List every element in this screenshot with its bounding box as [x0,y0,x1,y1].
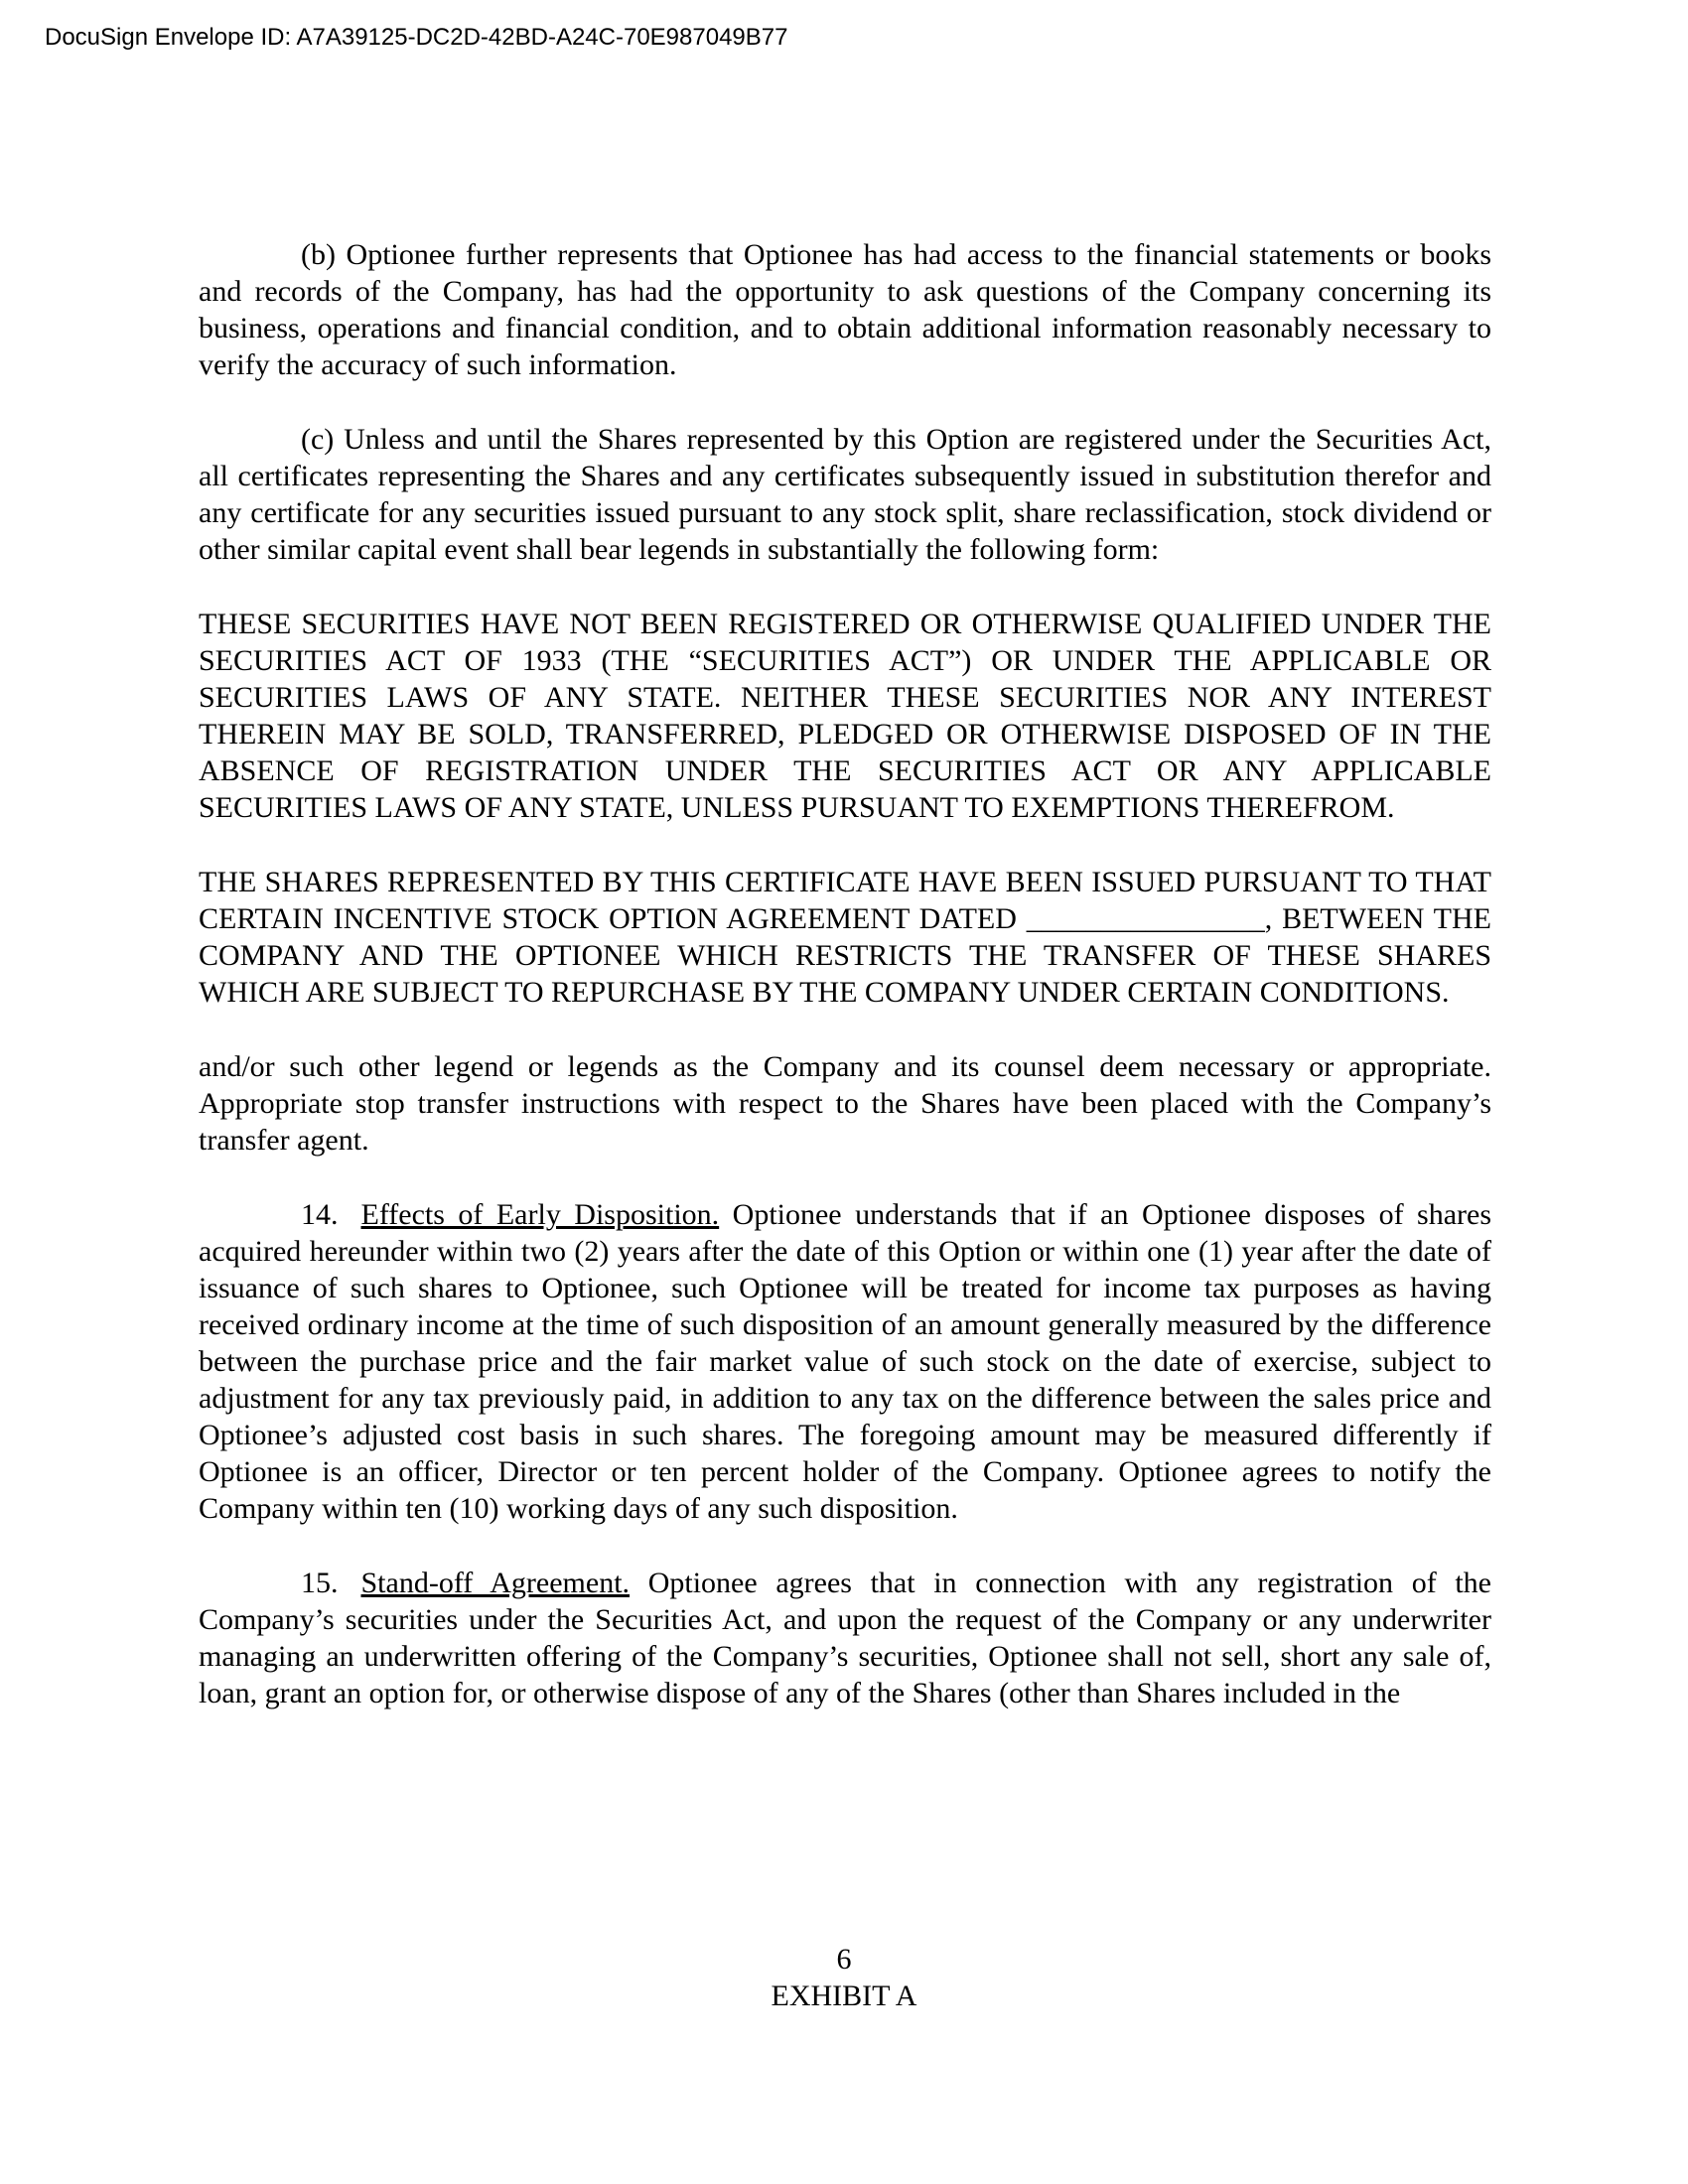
document-body [199,236,1491,1749]
section-15-number: 15. [301,1567,339,1599]
section-14-paragraph [199,1196,1491,1527]
stock-option-agreement-legend: THE SHARES REPRESENTED BY THIS CERTIFICATE HAVE BEEN ISSUED PURSUANT TO THAT CERTAIN INCENTIVE STOCK OPTION AGREEMENT DATED ________________, BETWEEN THE COMPANY AND THE OPTIONEE WHICH RESTRICTS THE TRANSFER OF THESE SHARES WHICH ARE SUBJECT TO REPURCHASE BY THE COMPANY UNDER CERTAIN CONDITIONS. [199,866,1491,1009]
page-footer [0,1941,1688,2014]
section-15-text: Optionee agrees that in connection with any registration of the Company’s securities under the Securities Act, and upon the request of the Company or any underwriter managing an underwritten offering of the Company’s securities, Optionee shall not sell, short any sale of, loan, grant an option for, or otherwise dispose of any of the Shares (other than Shares included in the [199,1567,1492,1709]
paragraph-b: (b) Optionee further represents that Optionee has had access to the financial statements or books and records of the Company, has had the opportunity to ask questions of the Company concerning its business, operations and financial condition, and to obtain additional information reasonably necessary to verify the accuracy of such information. [199,238,1491,381]
page-number: 6 [836,1943,852,1976]
docusign-envelope-id: DocuSign Envelope ID: A7A39125-DC2D-42BD-A24C-70E987049B77 [45,24,788,51]
section-14-text: Optionee understands that if an Optionee disposes of shares acquired hereunder within two (2) years after the date of this Option or within one (1) year after the date of issuance of such shares to Optionee, such Optionee will be treated for income tax purposes as having received ordinary income at the time of such disposition of an amount generally measured by the difference between the purchase price and the fair market value of such stock on the date of exercise, subject to adjustment for any tax previously paid, in addition to any tax on the difference between the sales price and Optionee’s adjusted cost basis in such shares. The foregoing amount may be measured differently if Optionee is an officer, Director or ten percent holder of the Company. Optionee agrees to notify the Company within ten (10) working days of any such disposition. [199,1198,1492,1525]
section-15-paragraph [199,1565,1491,1711]
section-15-heading: Stand-off Agreement. [360,1567,631,1599]
exhibit-label: EXHIBIT A [771,1979,917,2012]
securities-act-legend: THESE SECURITIES HAVE NOT BEEN REGISTERED OR OTHERWISE QUALIFIED UNDER THE SECURITIES ACT OF 1933 (THE “SECURITIES ACT”) OR UNDER THE APPLICABLE OR SECURITIES LAWS OF ANY STATE. NEITHER THESE SECURITIES NOR ANY INTEREST THEREIN MAY BE SOLD, TRANSFERRED, PLEDGED OR OTHERWISE DISPOSED OF IN THE ABSENCE OF REGISTRATION UNDER THE SECURITIES ACT OR ANY APPLICABLE SECURITIES LAWS OF ANY STATE, UNLESS PURSUANT TO EXEMPTIONS THEREFROM. [199,608,1491,824]
paragraph-c: (c) Unless and until the Shares represented by this Option are registered under the Securities Act, all certificates representing the Shares and any certificates subsequently issued in substitution therefor and any certificate for any securities issued pursuant to any stock split, share reclassification, stock dividend or other similar capital event shall bear legends in substantially the following form: [199,423,1491,566]
legend-followup-paragraph: and/or such other legend or legends as the Company and its counsel deem necessary or appropriate. Appropriate stop transfer instructions with respect to the Shares have been placed with the Company’s transfer agent. [199,1050,1491,1157]
section-14-heading: Effects of Early Disposition. [360,1198,720,1231]
section-14-number: 14. [301,1198,339,1231]
